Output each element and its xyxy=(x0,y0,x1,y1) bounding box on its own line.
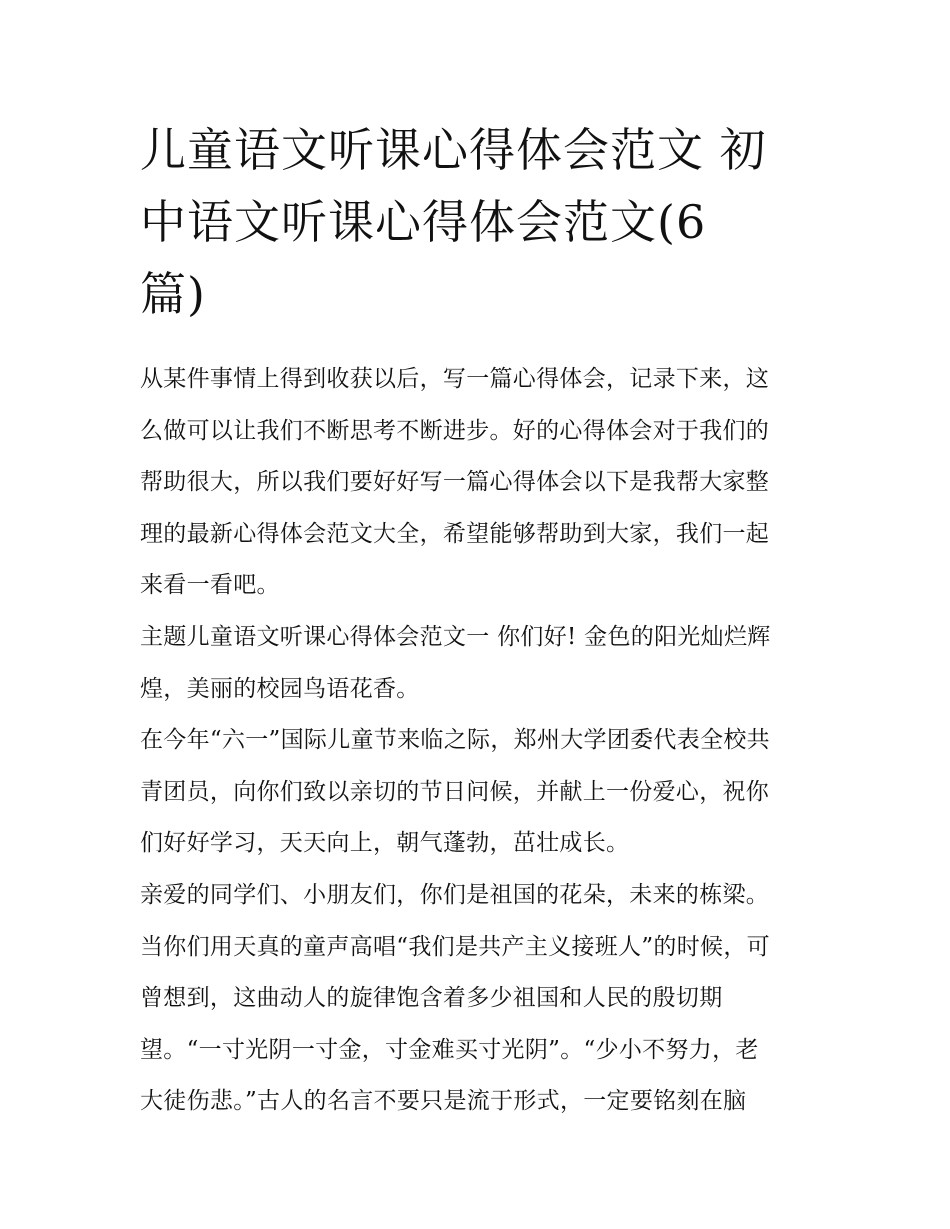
body-line: 从某件事情上得到收获以后，写一篇心得体会，记录下来，这 xyxy=(140,366,770,392)
body-line: 理的最新心得体会范文大全，希望能够帮助到大家，我们一起 xyxy=(140,520,770,547)
body-line: 在今年“六一”国际儿童节来临之际，郑州大学团委代表全校共 xyxy=(140,727,770,754)
body-line: 帮助很大，所以我们要好好写一篇心得体会以下是我帮大家整 xyxy=(140,469,770,496)
title-line: 中语文听课心得体会范文(6 xyxy=(140,195,707,249)
body-line: 煌，美丽的校园鸟语花香。 xyxy=(140,675,420,702)
body-line: 么做可以让我们不断思考不断进步。好的心得体会对于我们的 xyxy=(140,417,770,444)
body-line: 大徒伤悲。”古人的名言不要只是流于形式，一定要铭刻在脑 xyxy=(140,1088,747,1115)
body-line: 青团员，向你们致以亲切的节日问候，并献上一份爱心，祝你 xyxy=(140,778,770,805)
title-line: 篇) xyxy=(140,267,206,321)
body-line: 当你们用天真的童声高唱“我们是共产主义接班人”的时候，可 xyxy=(140,933,770,960)
body-line: 来看一看吧。 xyxy=(140,572,280,599)
document-title xyxy=(140,114,840,330)
document-body xyxy=(140,354,820,1128)
body-line: 主题儿童语文听课心得体会范文一 你们好! 金色的阳光灿烂辉 xyxy=(140,623,771,650)
title-line: 儿童语文听课心得体会范文 初 xyxy=(140,123,767,177)
body-line: 望。“一寸光阴一寸金，寸金难买寸光阴”。“少小不努力，老 xyxy=(140,1036,759,1063)
body-line: 曾想到，这曲动人的旋律饱含着多少祖国和人民的殷切期 xyxy=(140,985,723,1012)
body-line: 们好好学习，天天向上，朝气蓬勃，茁壮成长。 xyxy=(140,830,630,857)
body-line: 亲爱的同学们、小朋友们，你们是祖国的花朵，未来的栋梁。 xyxy=(140,881,770,908)
